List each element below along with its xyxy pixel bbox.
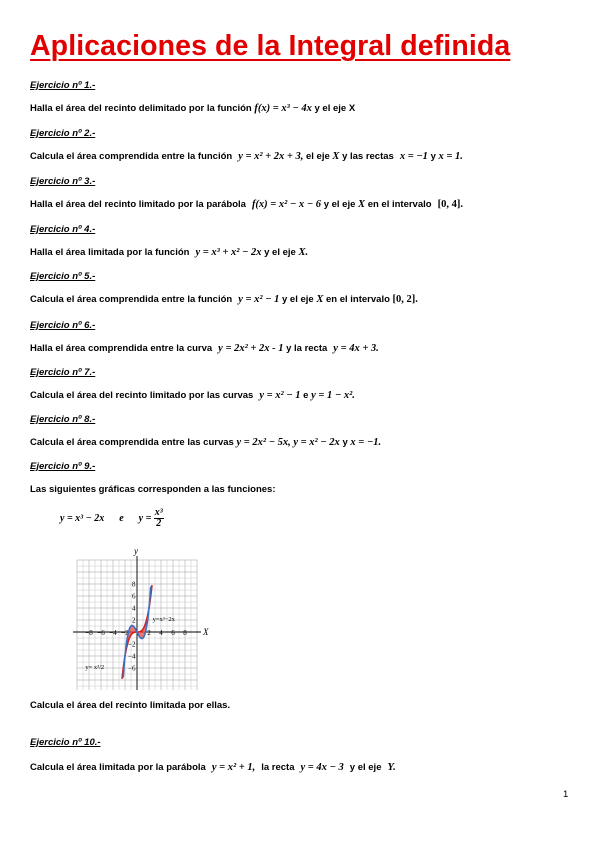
exercise-7-statement: Calcula el área del recinto limitado por las curvas y = x² − 1 e y = 1 − x². xyxy=(30,390,355,401)
exercise-5-statement: Calcula el área comprendida entre la función y = x² − 1 y el eje X en el intervalo [0, 2]. xyxy=(30,294,418,305)
x-tick-label: 2 xyxy=(147,629,151,637)
function-1: y = x³ − 2x xyxy=(60,512,105,524)
exercise-9-closing: Calcula el área del recinto limitada por ellas. xyxy=(30,700,231,711)
exercise-2-statement: Calcula el área comprendida entre la función y = x² + 2x + 3, el eje X y las rectas x = −1 y x = 1. xyxy=(30,151,463,162)
x-tick-label: 8 xyxy=(183,629,187,637)
e1-function: f(x) = x³ − 4x xyxy=(254,103,312,114)
exercise-4-heading: Ejercicio nº 4.- xyxy=(30,224,96,235)
y-tick-label: 8 xyxy=(132,580,136,589)
y-tick-label: −4 xyxy=(128,652,136,661)
exercise-7-heading: Ejercicio nº 7.- xyxy=(30,367,96,378)
exercise-2-heading: Ejercicio nº 2.- xyxy=(30,128,96,139)
function-graph xyxy=(52,540,222,690)
page-number: 1 xyxy=(563,789,569,800)
exercise-9-heading: Ejercicio nº 9.- xyxy=(30,461,96,472)
y-tick-label: 6 xyxy=(132,592,136,601)
x-tick-label: 6 xyxy=(171,629,175,637)
y-axis-label: y xyxy=(134,546,138,556)
exercise-1-statement: Halla el área del recinto delimitado por la función f(x) = x³ − 4x y el eje X xyxy=(30,103,356,114)
exercise-8-heading: Ejercicio nº 8.- xyxy=(30,414,96,425)
exercise-10-heading: Ejercicio nº 10.- xyxy=(30,737,101,748)
y-tick-label: −6 xyxy=(128,664,136,673)
exercise-3-statement: Halla el área del recinto limitado por la parábola f(x) = x² − x − 6 y el eje X en el intervalo [0, 4]. xyxy=(30,199,463,210)
x-axis-label: X xyxy=(203,627,209,637)
exercise-9-functions xyxy=(60,508,164,529)
exercise-4-statement: Halla el área limitada por la función y = x³ + x² − 2x y el eje X. xyxy=(30,247,309,258)
x-tick-label: −8 xyxy=(85,629,93,637)
function-2-fraction: $\frac{\text{x³}}{2}$ xyxy=(154,507,163,529)
exercise-1-heading: Ejercicio nº 1.- xyxy=(30,80,96,91)
exercise-9-statement: Las siguientes gráficas corresponden a las funciones: xyxy=(30,484,276,495)
y-tick-label: 2 xyxy=(132,616,136,625)
x-tick-label: −2 xyxy=(121,629,129,637)
exercise-5-heading: Ejercicio nº 5.- xyxy=(30,271,96,282)
x-tick-label: −4 xyxy=(109,629,117,637)
page-title: Aplicaciones de la Integral definida xyxy=(30,30,511,62)
conjunction: e xyxy=(119,512,124,524)
exercise-10-statement: Calcula el área limitada por la parábola y = x² + 1, la recta y = 4x − 3 y el eje Y. xyxy=(30,762,396,773)
x-tick-label: 4 xyxy=(159,629,163,637)
exercise-8-statement: Calcula el área comprendida entre las curvas y = 2x² − 5x, y = x² − 2x y x = −1. xyxy=(30,437,382,448)
x-tick-label: −6 xyxy=(97,629,105,637)
exercise-6-heading: Ejercicio nº 6.- xyxy=(30,320,96,331)
curve-f1-label: y=x³−2x xyxy=(152,616,175,624)
function-2-left: y = xyxy=(138,512,152,524)
exercise-6-statement: Halla el área comprendida entre la curva y = 2x² + 2x - 1 y la recta y = 4x + 3. xyxy=(30,343,379,354)
y-tick-label: 4 xyxy=(132,604,136,613)
y-tick-label: −2 xyxy=(128,640,136,649)
curve-f2-label: y= x³/2 xyxy=(85,664,105,672)
exercise-3-heading: Ejercicio nº 3.- xyxy=(30,176,96,187)
graph-tick-labels xyxy=(85,581,187,673)
